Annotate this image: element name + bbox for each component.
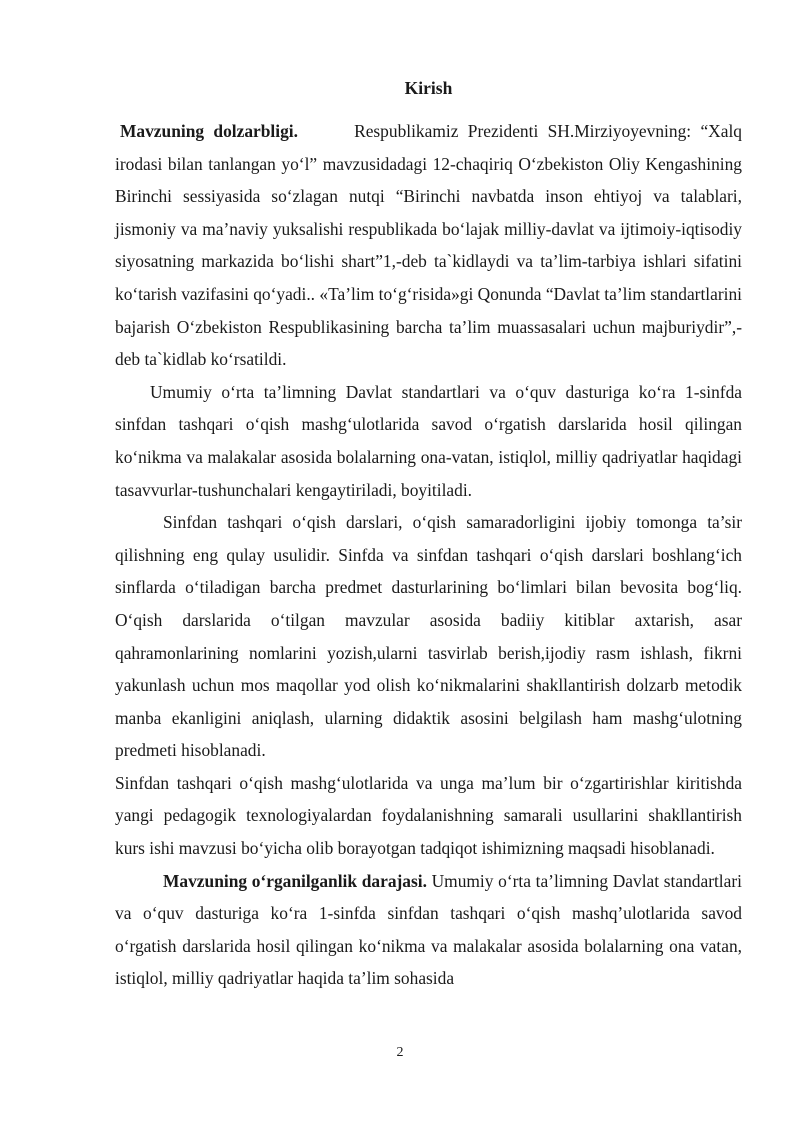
document-page bbox=[115, 73, 742, 995]
paragraph-standards bbox=[115, 376, 742, 506]
paragraph-spacer bbox=[298, 121, 354, 141]
paragraph-text: Respublikamiz Prezidenti SH.Mirziyoyevning: “Xalq irodasi bilan tanlangan yo‘l” mavzusidadagi 12-chaqiriq O‘zbekiston Oliy Kengashining Birinchi sessiyasida so‘zlagan nutqi “Birinchi navbatda inson ehtiyoj va talablari, jismoniy va ma’naviy yuksalishi respublikada bo‘lajak milliy-davlat va ijtimoiy-iqtisodiy siyosatning markazida bo‘lishi shart”1,-deb ta`kidlaydi va ta’lim-tarbiya ishlari sifatini ko‘tarish vazifasini qo‘yadi.. «Ta’lim to‘g‘risida»gi Qonunda “Davlat ta’lim standartlarini bajarish O‘zbekiston Respublikasining barcha ta’lim muassasalari uchun majburiydir”,- deb ta`kidlab ko‘rsatildi. bbox=[115, 121, 742, 370]
paragraph-lead-study-level: Mavzuning o‘rganilganlik darajasi. bbox=[163, 870, 427, 891]
page-number: 2 bbox=[396, 1045, 404, 1060]
paragraph-text: Umumiy o‘rta ta’limning Davlat standartlari va o‘quv dasturiga ko‘ra 1-sinfda sinfdan tashqari o‘qish mashg‘ulotlarida savod o‘rgatish darslarida hosil qilingan ko‘nikma va malakalar asosida bolalarning ona-vatan, istiqlol, milliy qadriyatlar haqidagi tasavvurlar-tushunchalari kengaytiriladi, boyitiladi. bbox=[115, 381, 742, 500]
paragraph-goal bbox=[115, 767, 742, 865]
paragraph-reading-lessons bbox=[115, 506, 742, 767]
paragraph-text: Umumiy o‘rta ta’limning Davlat standartlari va o‘quv dasturiga ko‘ra 1-sinfda sinfdan tashqari o‘qish mashq’ulotlarida savod o‘rgatish darslarida hosil qilingan ko‘nikma va malakalar asosida bolalarning ona vatan, istiqlol, milliy qadriyatlar haqida ta’lim sohasida bbox=[115, 870, 742, 989]
document-title: Kirish bbox=[404, 78, 453, 98]
paragraph-text: Sinfdan tashqari o‘qish darslari, o‘qish samaradorligini ijobiy tomonga ta’sir qilishning eng qulay usulidir. Sinfda va sinfdan tashqari o‘qish darslari boshlang‘ich sinflarda o‘tiladigan barcha predmet dasturlarining bo‘limlari bilan bevosita bog‘liq. O‘qish darslarida o‘tilgan mavzular asosida badiiy kitiblar axtarish, asar qahramonlarining nomlarini yozish,ularni tasvirlab berish,ijodiy rasm ishlash, fikrni yakunlash uchun mos maqollar yod olish ko‘nikmalarini shakllantirish dolzarb metodik manba ekanligini aniqlash, ularning didaktik asosini belgilash ham mashg‘ulotning predmeti hisoblanadi. bbox=[115, 512, 742, 761]
paragraph-lead-relevance: Mavzuning dolzarbligi. bbox=[120, 121, 298, 141]
paragraph-study-level bbox=[115, 865, 742, 995]
paragraph-text: Sinfdan tashqari o‘qish mashg‘ulotlarida va unga ma’lum bir o‘zgartirishlar kiritishda yangi pedagogik texnologiyalardan foydalanishning samarali usullarini shakllantirish kurs ishi mavzusi bo‘yicha olib borayotgan tadqiqot ishimizning maqsadi hisoblanadi. bbox=[115, 772, 742, 859]
paragraph-relevance bbox=[115, 115, 742, 376]
